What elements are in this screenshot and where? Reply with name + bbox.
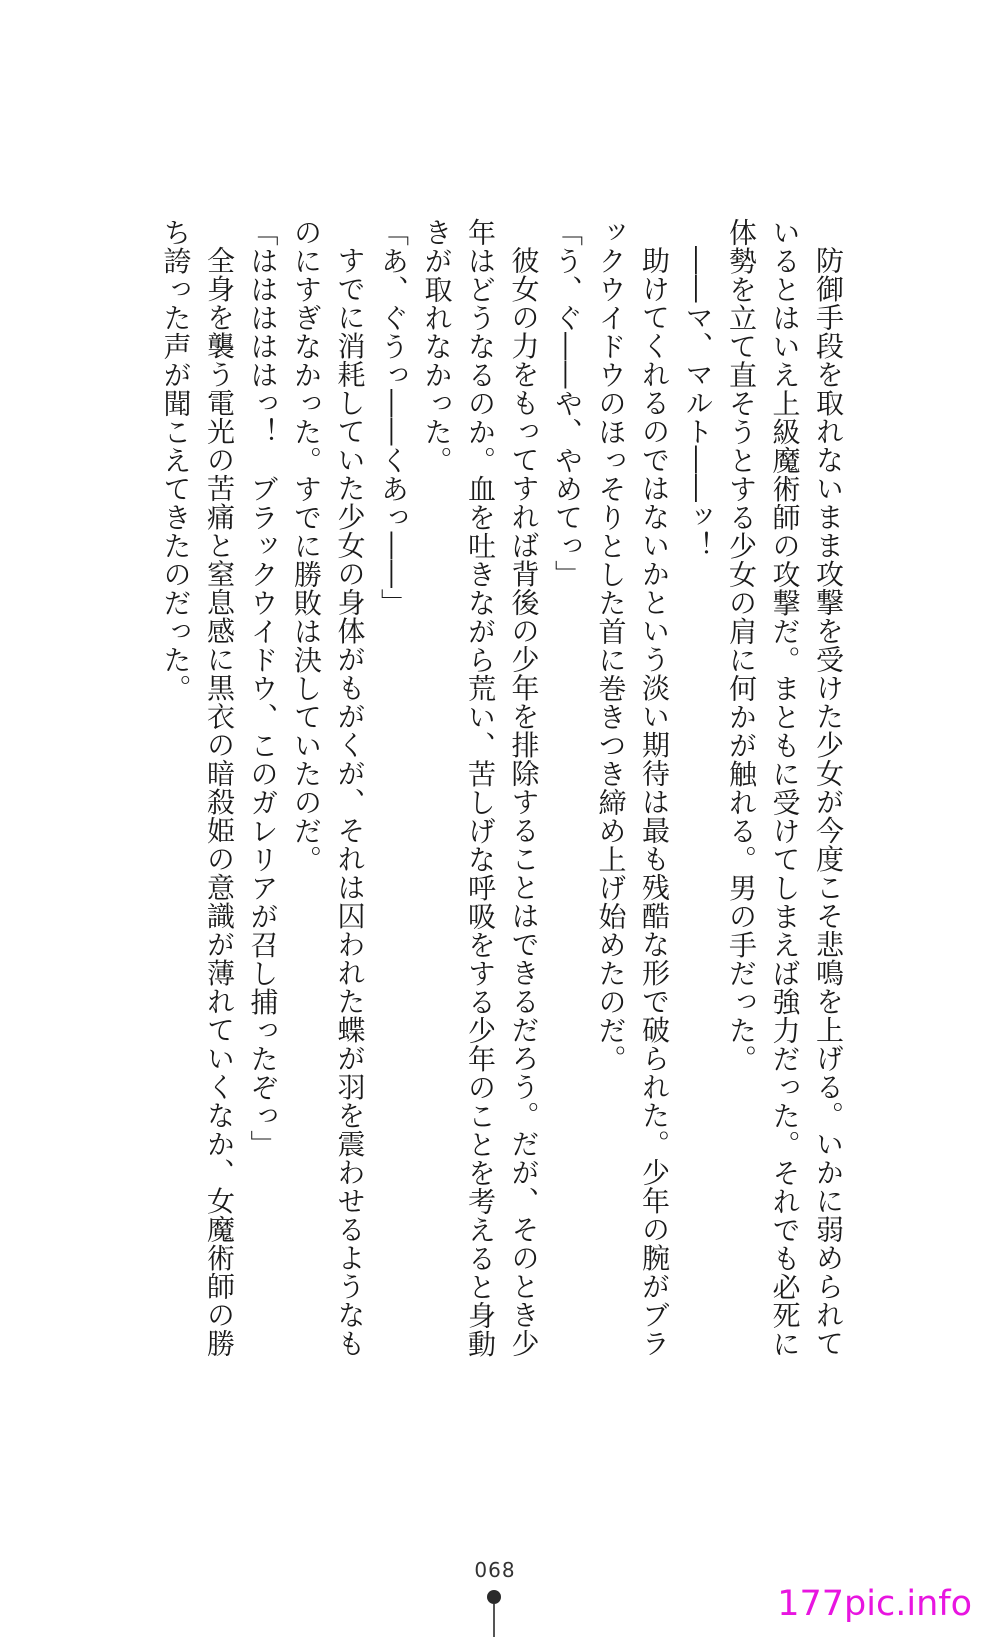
text-line: 彼女の力をもってすれば背後の少年を排除することはできるだろう。だが、そのとき少 [507,246,541,1358]
text-line: 助けてくれるのではないかという淡い期待は最も残酷な形で破られた。少年の腕がブラ [638,246,671,1358]
text-line: 防御手段を取れないまま攻撃を受けた少女が今度こそ悲鳴を上げる。いかに弱められて [812,246,845,1358]
text-line: ち誇った声が聞こえてきたのだった。 [159,218,193,703]
folio-line [493,1604,495,1637]
watermark-logo: 177pic.info [777,1584,972,1624]
text-line: のにすぎなかった。すでに勝敗は決していたのだ。 [290,218,323,874]
text-line: 「あ、ぐうっ――くあっ――」 [377,218,410,617]
folio-dot-icon [487,1590,501,1604]
text-line: ックウイドウのほっそりとした首に巻きつき締め上げ始めたのだ。 [594,218,628,1073]
text-line: ――マ、マルト――ッ！ [681,246,715,560]
text-line: 「はははははっ！ ブラックウイドウ、このガレリアが召し捕ったぞっ」 [246,218,280,1159]
text-line: すでに消耗していた少女の身体がもがくが、それは囚われた蝶が羽を震わせるようなも [333,246,367,1358]
vertical-text-body [150,218,850,1358]
text-line: 「う、ぐ――や、やめてっ」 [551,218,584,589]
page-number: 068 [474,1558,516,1582]
text-line: いるとはいえ上級魔術師の攻撃だ。まともに受けてしまえば強力だった。それでも必死に [768,218,802,1358]
text-line: 年はどうなるのか。血を吐きながら荒い、苦しげな呼吸をする少年のことを考えると身動 [464,218,497,1358]
text-line: 体勢を立て直そうとする少女の肩に何かが触れる。男の手だった。 [725,218,758,1073]
text-line: きが取れなかった。 [420,218,454,475]
text-line: 全身を襲う電光の苦痛と窒息感に黒衣の暗殺姫の意識が薄れていくなか、女魔術師の勝 [203,246,236,1358]
